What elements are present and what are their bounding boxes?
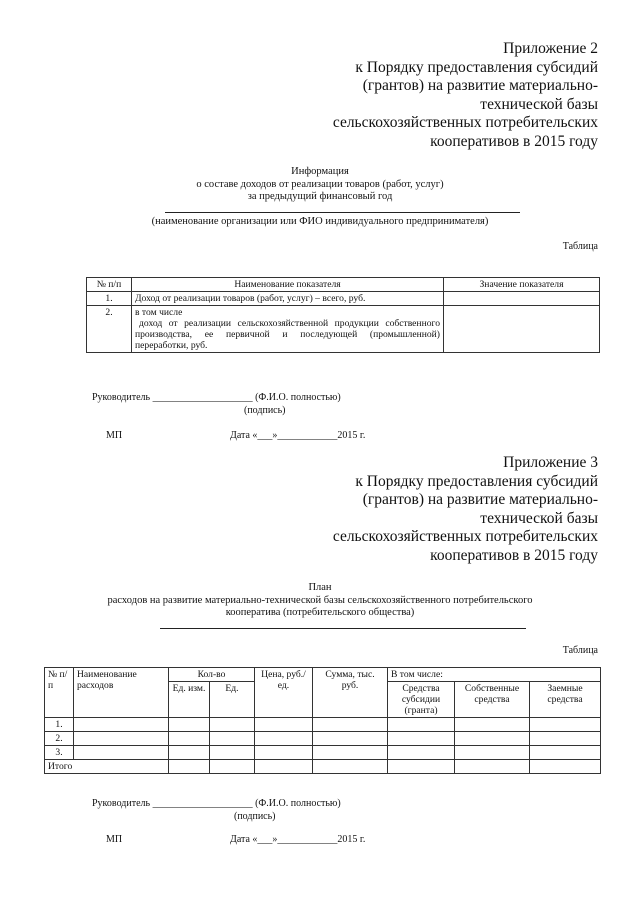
header-value: Значение показателя — [444, 278, 600, 292]
appendix-3-line: (грантов) на развитие материально- — [362, 491, 598, 508]
header-own: Собственные средства — [455, 682, 530, 718]
table-header-row — [87, 278, 600, 292]
table-row — [87, 306, 600, 353]
cell — [313, 760, 388, 774]
income-table — [86, 277, 600, 353]
plan-subtitle: расходов на развитие материально-технической базы сельскохозяйственного потребительского — [107, 594, 533, 606]
appendix-3-line: к Порядку предоставления субсидий — [355, 472, 598, 490]
date-line: Дата «___»____________2015 г. — [230, 834, 366, 845]
header-unit: Ед. изм. — [169, 682, 210, 718]
header-indicator: Наименование показателя — [132, 278, 444, 292]
header-price: Цена, руб./ед. — [255, 668, 313, 718]
cell — [169, 732, 210, 746]
appendix-2-header — [333, 40, 598, 151]
cell — [210, 732, 255, 746]
head-blank: ____________________ — [152, 392, 253, 403]
row-num: 3. — [45, 746, 74, 760]
cell — [455, 760, 530, 774]
date-line: Дата «___»____________2015 г. — [230, 430, 366, 441]
cell — [455, 732, 530, 746]
head-signature-line — [92, 798, 341, 810]
plan-title-block — [80, 582, 560, 620]
cell — [74, 746, 169, 760]
header-sum: Сумма, тыс. руб. — [313, 668, 388, 718]
plan-title: План — [308, 582, 332, 593]
cell — [169, 746, 210, 760]
cell — [255, 718, 313, 732]
cell — [169, 760, 210, 774]
table-header-row — [45, 668, 601, 682]
header-qty: Кол-во — [169, 668, 255, 682]
head-signature-line — [92, 392, 341, 404]
header-units: Ед. — [210, 682, 255, 718]
cell — [388, 732, 455, 746]
plan-subtitle-2: кооператива (потребительского общества) — [225, 607, 415, 618]
header-including: В том числе: — [388, 668, 601, 682]
cell — [388, 760, 455, 774]
stamp-label: МП — [106, 430, 123, 441]
table-total-row — [45, 760, 601, 774]
cell — [210, 746, 255, 760]
header-num: № п/п — [87, 278, 132, 292]
info-title-block — [100, 166, 540, 204]
cell — [388, 746, 455, 760]
appendix-2-title: Приложение 2 — [503, 40, 598, 57]
appendix-3-line: технической базы — [480, 509, 598, 527]
cell — [255, 760, 313, 774]
table-row — [45, 718, 601, 732]
cell — [388, 718, 455, 732]
info-title: Информация — [291, 166, 349, 177]
cell — [169, 718, 210, 732]
row-name-first: в том числе — [135, 307, 183, 318]
cell — [313, 746, 388, 760]
cell — [455, 746, 530, 760]
org-caption: (наименование организации или ФИО индивидуального предпринимателя) — [151, 216, 489, 227]
header-num: № п/п — [45, 668, 74, 718]
cell — [210, 718, 255, 732]
row-name: доход от реализации сельскохозяйственной продукции собственного производства, ее первичной и последующей (промышленной) переработки, руб. — [135, 318, 440, 351]
signature-note: (подпись) — [234, 811, 276, 822]
expense-plan-table — [44, 667, 601, 774]
appendix-3-line: кооперативов в 2015 году — [430, 546, 598, 564]
cell — [530, 760, 601, 774]
row-num: 1. — [45, 718, 74, 732]
cell — [530, 746, 601, 760]
info-subtitle: о составе доходов от реализации товаров (работ, услуг) — [196, 178, 444, 190]
table-row — [45, 732, 601, 746]
appendix-2-line: сельскохозяйственных потребительских — [332, 114, 598, 131]
row-num: 2. — [87, 306, 132, 353]
cell — [313, 718, 388, 732]
cell — [313, 732, 388, 746]
header-name: Наименование расходов — [74, 668, 169, 718]
appendix-2-line: кооперативов в 2015 году — [430, 132, 598, 150]
head-blank: ____________________ — [152, 798, 253, 809]
cell — [530, 732, 601, 746]
coop-name-line — [160, 628, 526, 629]
appendix-3-line: сельскохозяйственных потребительских — [332, 528, 598, 545]
cell — [210, 760, 255, 774]
row-name-cell — [132, 306, 444, 353]
cell — [255, 732, 313, 746]
total-label: Итого — [45, 760, 169, 774]
cell — [255, 746, 313, 760]
head-label: Руководитель — [92, 392, 151, 403]
signature-note: (подпись) — [244, 405, 286, 416]
table-label: Таблица — [562, 645, 598, 656]
table-label: Таблица — [562, 241, 598, 252]
appendix-3-title: Приложение 3 — [503, 454, 598, 471]
row-value — [444, 306, 600, 353]
header-subsidy: Средства субсидии (гранта) — [388, 682, 455, 718]
table-row — [87, 292, 600, 306]
appendix-2-line: (грантов) на развитие материально- — [362, 77, 598, 94]
fio-note: (Ф.И.О. полностью) — [255, 392, 341, 403]
row-name: Доход от реализации товаров (работ, услуг) – всего, руб. — [132, 292, 444, 306]
stamp-label: МП — [106, 834, 123, 845]
appendix-3-header — [333, 454, 598, 565]
cell — [530, 718, 601, 732]
appendix-2-line: технической базы — [480, 95, 598, 113]
fio-note: (Ф.И.О. полностью) — [255, 798, 341, 809]
head-label: Руководитель — [92, 798, 151, 809]
table-row — [45, 746, 601, 760]
cell — [455, 718, 530, 732]
row-value — [444, 292, 600, 306]
appendix-2-line: к Порядку предоставления субсидий — [355, 58, 598, 76]
cell — [74, 718, 169, 732]
info-period: за предыдущий финансовый год — [247, 191, 393, 202]
header-loan: Заемные средства — [530, 682, 601, 718]
org-name-line — [165, 212, 520, 213]
cell — [74, 732, 169, 746]
row-num: 1. — [87, 292, 132, 306]
row-num: 2. — [45, 732, 74, 746]
